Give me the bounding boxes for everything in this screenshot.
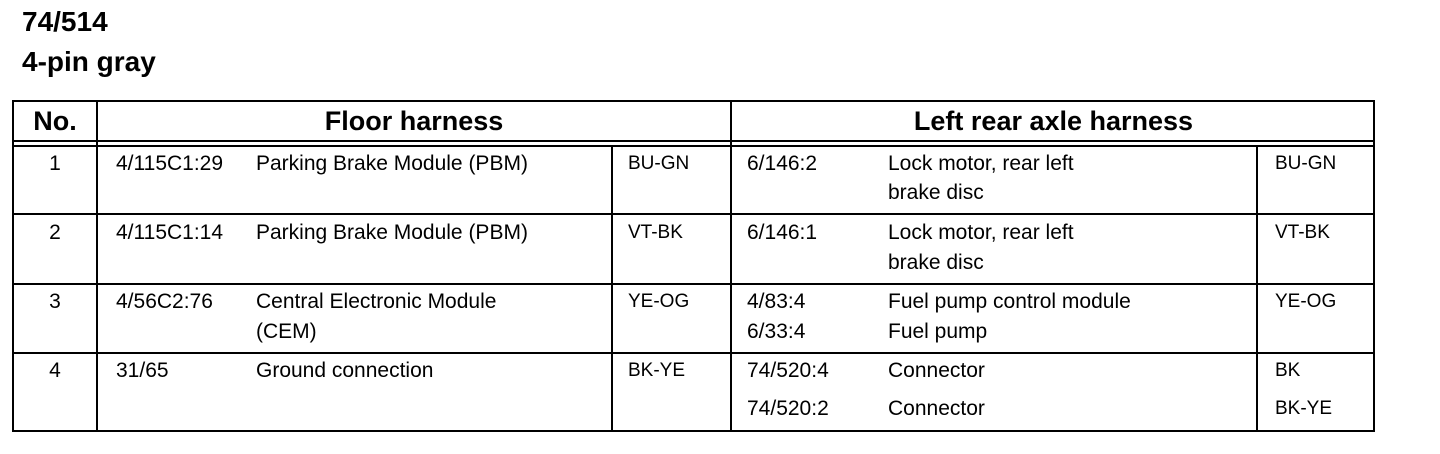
connector-description: 4-pin gray [22,46,156,77]
floor-ref: 4/115C1:29 [116,152,224,175]
lr-desc: Lock motor, rear left [888,152,1074,175]
floor-ref: 4/56C2:76 [116,290,213,313]
floor-ref: 31/65 [116,359,169,382]
lr-desc: Connector [888,359,985,382]
pinout-table [12,100,1375,432]
row-number: 4 [49,359,61,382]
header-left-rear-axle-harness: Left rear axle harness [913,105,1194,136]
row-number: 1 [49,152,61,175]
floor-desc: Central Electronic Module [256,290,497,313]
floor-desc: (CEM) [256,320,317,343]
floor-desc: Parking Brake Module (PBM) [256,152,528,175]
lr-desc: Fuel pump control module [888,290,1131,313]
lr-desc: Connector [888,397,985,420]
lr-desc: brake disc [888,251,984,274]
floor-wire-color: BU-GN [628,153,690,174]
lr-ref: 6/146:1 [747,221,818,244]
floor-desc: Parking Brake Module (PBM) [256,221,528,244]
col-divider [730,102,732,430]
lr-ref: 74/520:2 [747,397,829,420]
header-floor-harness: Floor harness [324,105,504,136]
lr-wire-color: YE-OG [1275,291,1337,312]
row-number: 3 [49,290,61,313]
lr-desc: brake disc [888,181,984,204]
floor-ref: 4/115C1:14 [116,221,224,244]
lr-ref: 74/520:4 [747,359,829,382]
col-divider [611,145,613,430]
lr-wire-color: BU-GN [1275,153,1337,174]
row-divider [14,283,1373,285]
col-divider [96,102,98,430]
lr-wire-color: VT-BK [1275,222,1330,243]
row-divider [14,352,1373,354]
floor-wire-color: VT-BK [628,222,683,243]
lr-ref: 6/146:2 [747,152,818,175]
lr-ref: 4/83:4 [747,290,806,313]
col-divider [1256,145,1258,430]
lr-ref: 6/33:4 [747,320,806,343]
lr-desc: Fuel pump [888,320,988,343]
connector-id: 74/514 [22,6,108,37]
header-rule [14,140,1373,142]
floor-wire-color: YE-OG [628,291,690,312]
header-no: No. [33,105,77,136]
lr-desc: Lock motor, rear left [888,221,1074,244]
lr-wire-color: BK-YE [1275,398,1333,419]
lr-wire-color: BK [1275,360,1301,381]
row-divider [14,213,1373,215]
row-number: 2 [49,221,61,244]
floor-desc: Ground connection [256,359,434,382]
floor-wire-color: BK-YE [628,360,686,381]
header-rule-double [14,145,1373,147]
